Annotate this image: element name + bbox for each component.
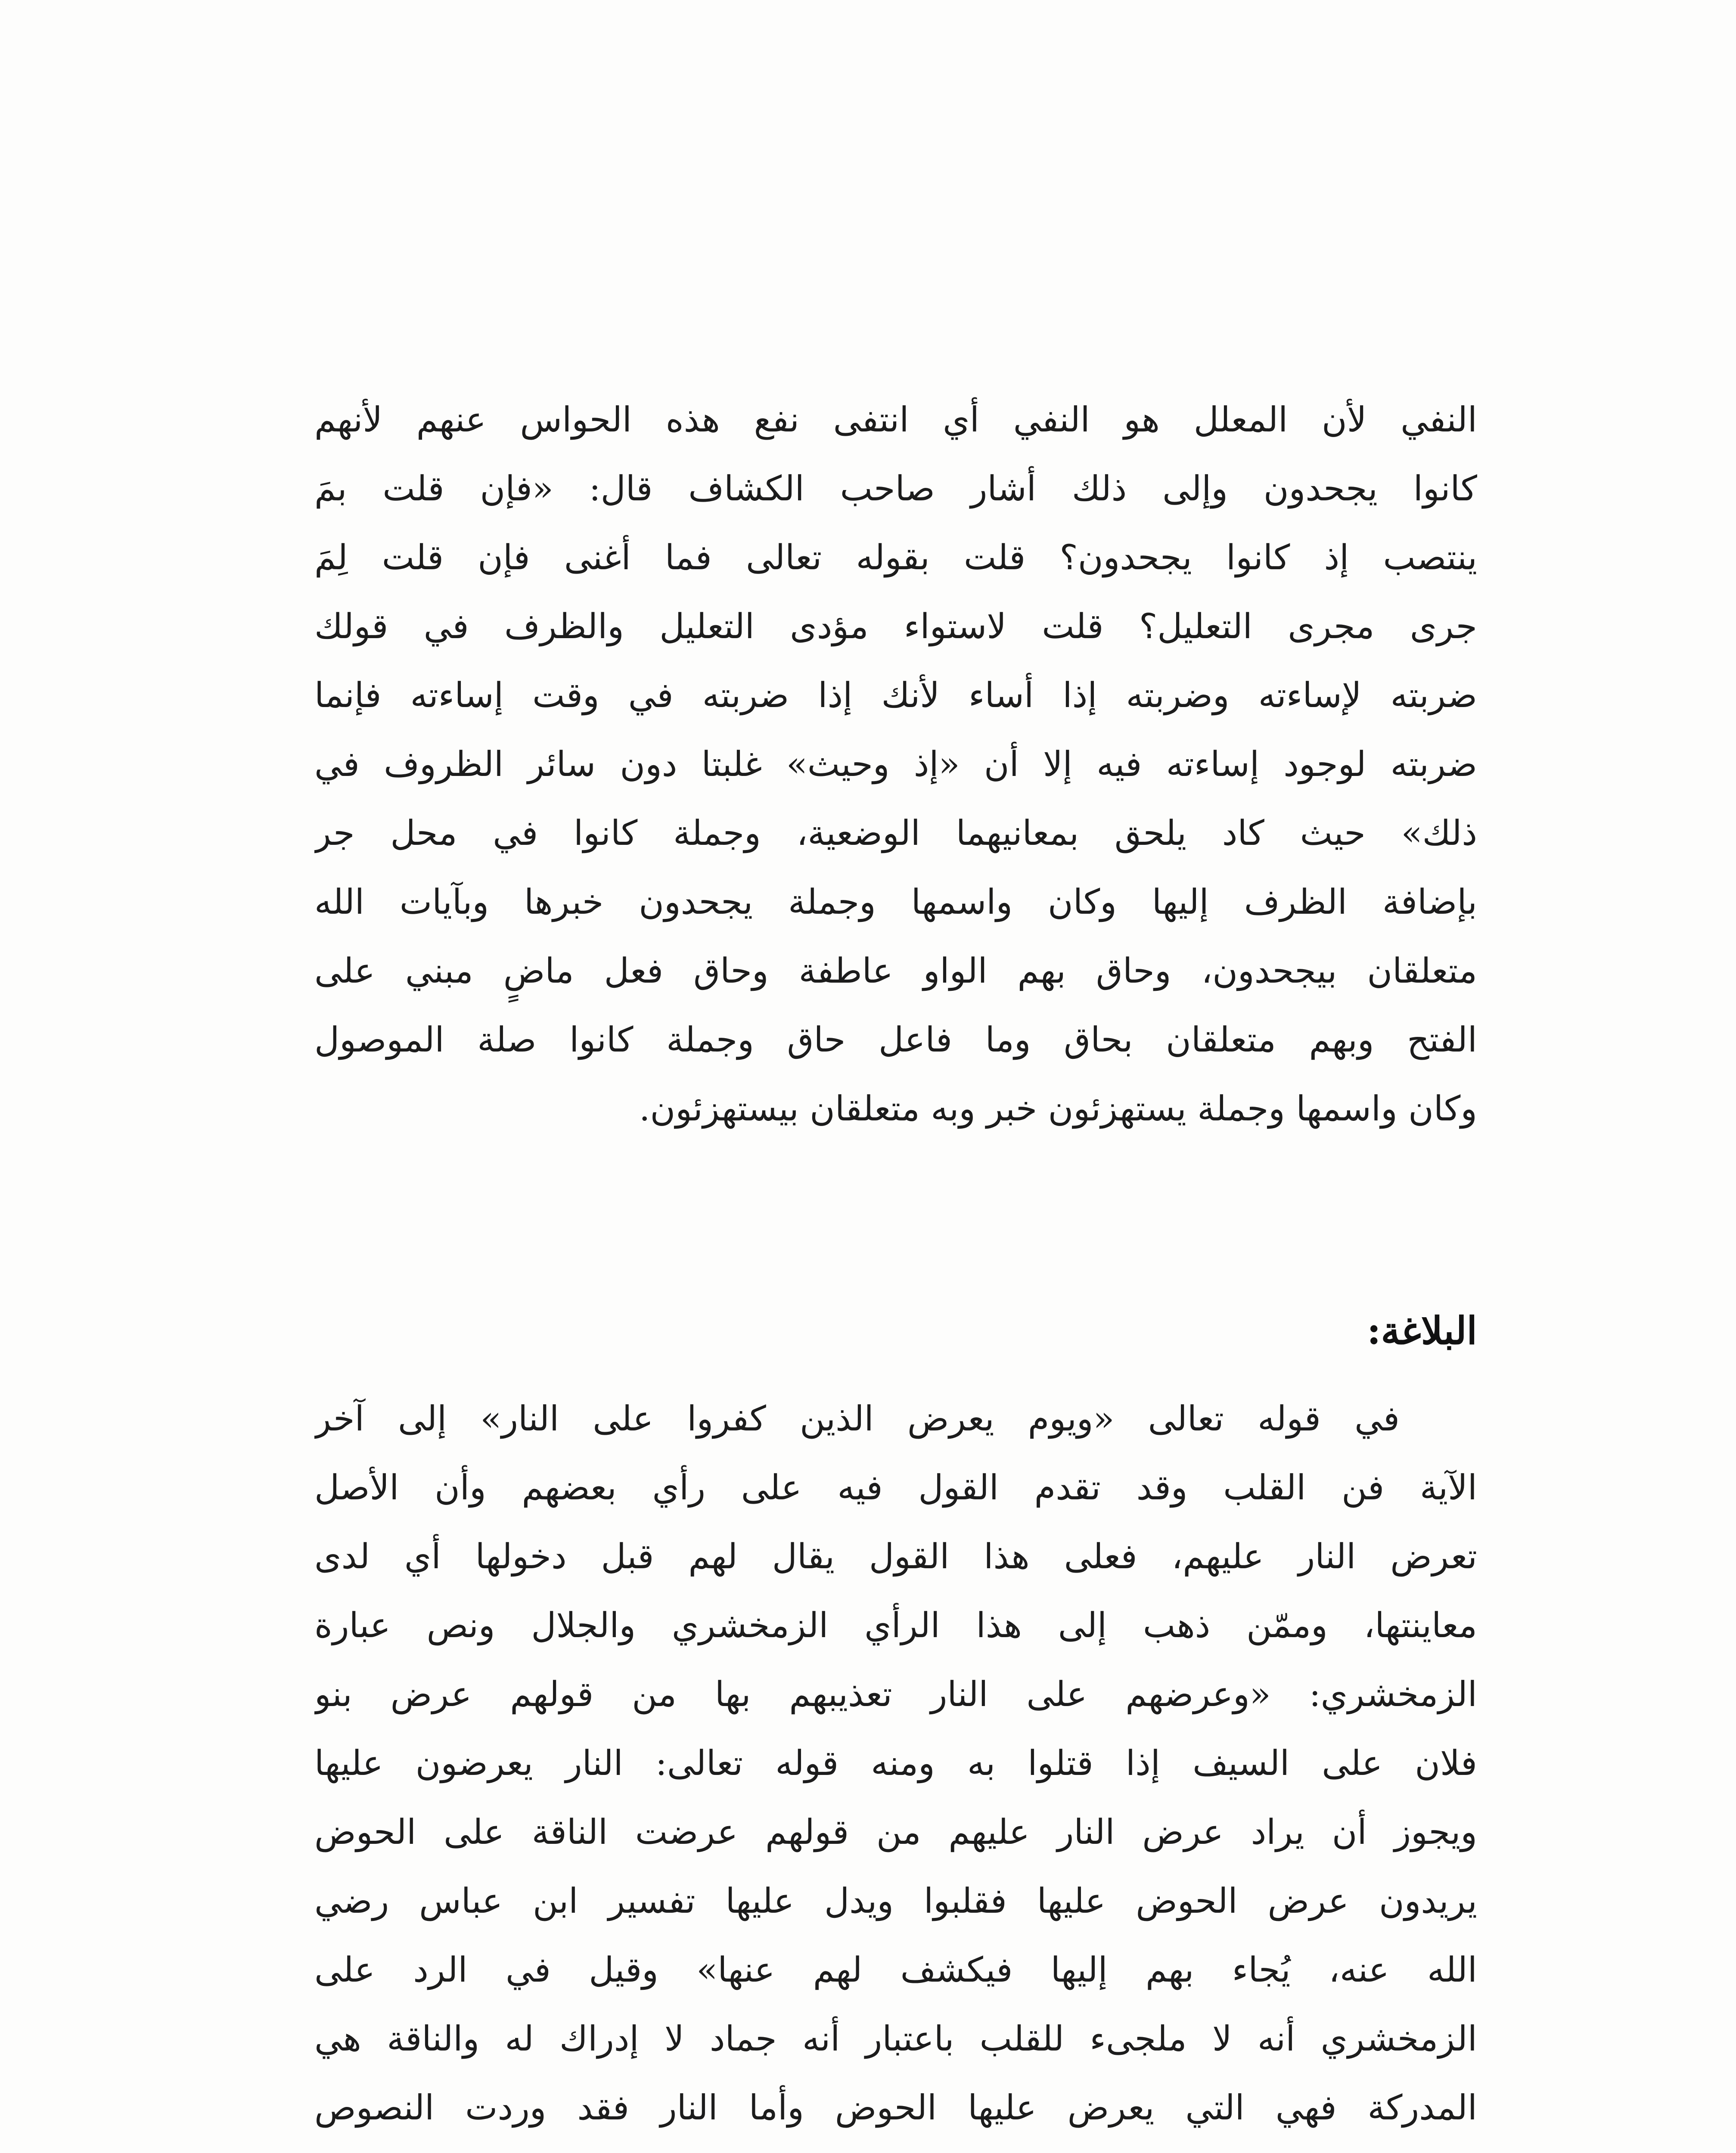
text-line: وكان واسمها وجملة يستهزئون خبر وبه متعلقان بيستهزئون. bbox=[639, 1089, 1477, 1129]
text-line: الآية فن القلب وقد تقدم القول فيه على رأي بعضهم وأن الأصل bbox=[314, 1467, 1477, 1508]
text-line: في قوله تعالى «ويوم يعرض الذين كفروا على النار» إلى آخر bbox=[314, 1399, 1400, 1439]
text-line: بإضافة الظرف إليها وكان واسمها وجملة يجحدون خبرها وبآيات الله bbox=[314, 882, 1477, 922]
paragraph-rhetoric bbox=[314, 1384, 1477, 2142]
text-line: الزمخشري أنه لا ملجىء للقلب باعتبار أنه جماد لا إدراك له والناقة هي bbox=[314, 2019, 1477, 2059]
text-line: ضربته لوجود إساءته فيه إلا أن «إذ وحيث» غلبتا دون سائر الظروف في bbox=[314, 744, 1477, 784]
text-line: كانوا يجحدون وإلى ذلك أشار صاحب الكشاف قال: «فإن قلت بمَ bbox=[314, 468, 1477, 509]
text-line: يريدون عرض الحوض عليها فقلبوا ويدل عليها تفسير ابن عباس رضي bbox=[314, 1881, 1477, 1921]
section-heading: البلاغة: bbox=[1366, 1308, 1477, 1353]
text-line: الزمخشري: «وعرضهم على النار تعذيبهم بها من قولهم عرض بنو bbox=[314, 1674, 1477, 1714]
text-line: الفتح وبهم متعلقان بحاق وما فاعل حاق وجملة كانوا صلة الموصول bbox=[314, 1020, 1477, 1060]
paragraph-grammar bbox=[314, 385, 1477, 1143]
text-line: ذلك» حيث كاد يلحق بمعانيهما الوضعية، وجملة كانوا في محل جر bbox=[314, 813, 1477, 853]
text-line: المدركة فهي التي يعرض عليها الحوض وأما النار فقد وردت النصوص bbox=[314, 2088, 1477, 2128]
text-line: جرى مجرى التعليل؟ قلت لاستواء مؤدى التعليل والظرف في قولك bbox=[314, 606, 1477, 646]
text-line: ينتصب إذ كانوا يجحدون؟ قلت بقوله تعالى فما أغنى فإن قلت لِمَ bbox=[314, 537, 1477, 577]
text-line: الله عنه، يُجاء بهم إليها فيكشف لهم عنها» وقيل في الرد على bbox=[314, 1950, 1477, 1990]
text-line: النفي لأن المعلل هو النفي أي انتفى نفع هذه الحواس عنهم لأنهم bbox=[314, 400, 1477, 440]
text-line: متعلقان بيجحدون، وحاق بهم الواو عاطفة وحاق فعل ماضٍ مبني على bbox=[314, 951, 1477, 991]
text-line: تعرض النار عليهم، فعلى هذا القول يقال لهم قبل دخولها أي لدى bbox=[314, 1536, 1477, 1576]
text-line: ضربته لإساءته وضربته إذا أساء لأنك إذا ضربته في وقت إساءته فإنما bbox=[314, 675, 1477, 715]
text-line: ويجوز أن يراد عرض النار عليهم من قولهم عرضت الناقة على الحوض bbox=[314, 1812, 1477, 1852]
text-line: فلان على السيف إذا قتلوا به ومنه قوله تعالى: النار يعرضون عليها bbox=[314, 1743, 1477, 1783]
text-line: معاينتها، وممّن ذهب إلى هذا الرأي الزمخشري والجلال ونص عبارة bbox=[314, 1605, 1477, 1645]
